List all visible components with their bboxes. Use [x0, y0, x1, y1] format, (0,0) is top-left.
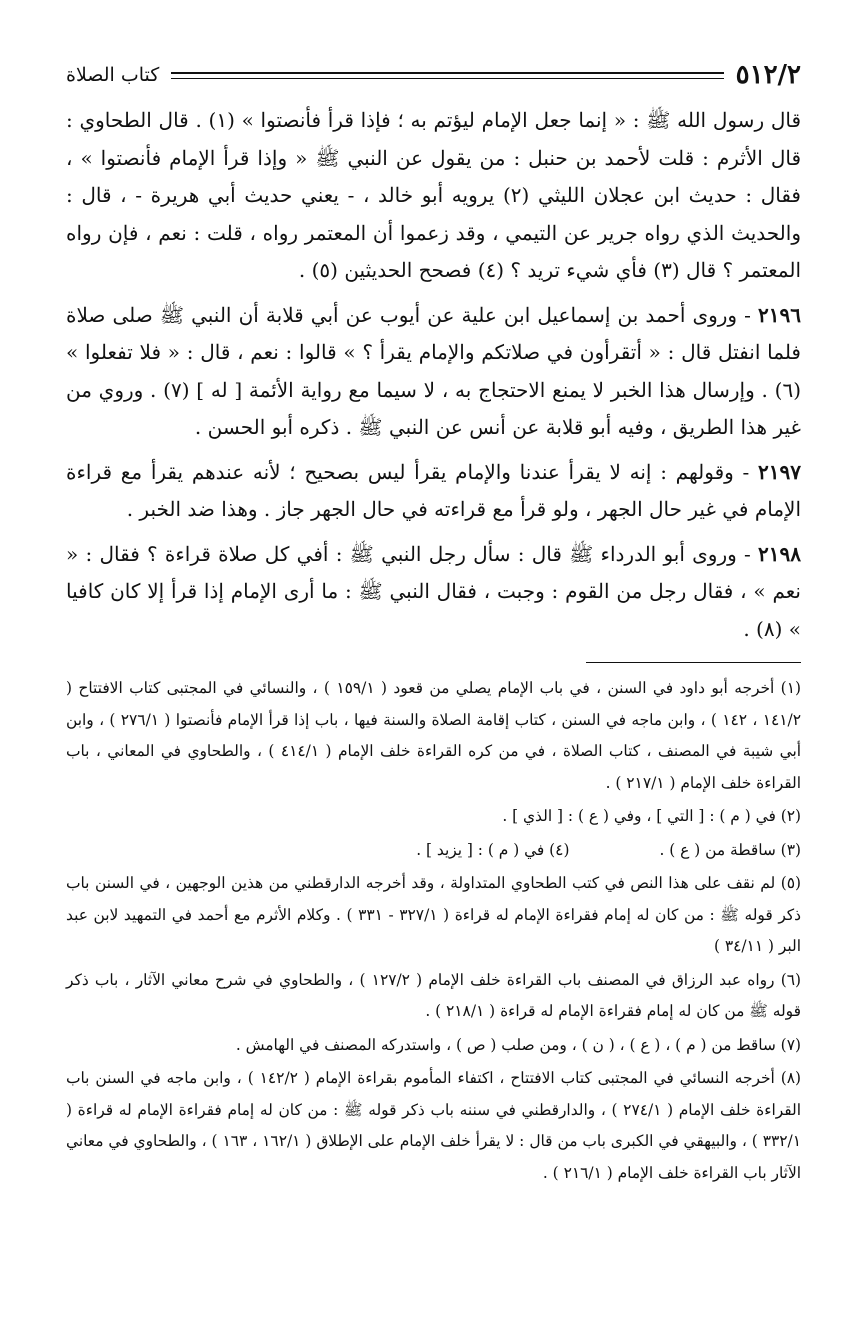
- footnote-6: (٦) رواه عبد الرزاق في المصنف باب القراءة خلف الإمام ( ١٢٧/٢ ) ، والطحاوي في شرح معاني الآثار ، باب ذكر قوله ﷺ من كان له إمام فقراءة الإمام له قراءة ( ٢١٨/١ ) .: [66, 970, 801, 1020]
- book-title: كتاب الصلاة: [66, 64, 160, 86]
- paragraph-number: ٢١٩٧: [758, 459, 801, 484]
- footnote-8: (٨) أخرجه النسائي في المجتبى كتاب الافتتاح ، اكتفاء المأموم بقراءة الإمام ( ١٤٢/٢ ) ، وابن ماجه في السنن باب القراءة خلف الإمام ( ٢٧٤/١ ) ، والدارقطني في سننه باب ذكر قوله ﷺ : من كان له إمام فقراءة الإمام له قراءة ( ٣٣٢/١ ) ، والبيهقي في الكبرى باب من قال : لا يقرأ خلف الإمام على الإطلاق ( ١٦٢/١ ، ١٦٣ ) ، والطحاوي في معاني الآثار باب القراءة خلف الإمام ( ٢١٦/١ ) .: [66, 1069, 801, 1182]
- footnote-2: (٢) في ( م ) : [ التي ] ، وفي ( ع ) : [ الذي ] .: [502, 807, 801, 825]
- paragraph-text: - وروى أحمد بن إسماعيل ابن علية عن أيوب عن أبي قلابة أن النبي ﷺ صلى صلاة فلما انفتل قال : « أتقرأون في صلاتكم والإمام يقرأ ؟ » قالوا : نعم ، قال : « فلا تفعلوا » (٦) . وإرسال هذا الخبر لا يمنع الاحتجاج به ، لا سيما مع رواية الأئمة [ له ] (٧) . وروي من غير هذا الطريق ، وفيه أبو قلابة عن أنس عن النبي ﷺ . ذكره أبو الحسن .: [66, 302, 801, 439]
- footnote-5: (٥) لم نقف على هذا النص في كتب الطحاوي المتداولة ، وقد أخرجه الدارقطني من هذين الوجهين ، في السنن باب ذكر قوله ﷺ : من كان له إمام فقراءة الإمام له قراءة ( ٣٢٧/١ - ٣٣١ ) . وكلام الأثرم مع أحمد في التمهيد لابن عبد البر ( ٣٤/١١ ): [66, 874, 801, 955]
- footnote-1: (١) أخرجه أبو داود في السنن ، في باب الإمام يصلي من قعود ( ١٥٩/١ ) ، والنسائي في المجتبى كتاب الافتتاح ( ١٤١/٢ ، ١٤٢ ) ، وابن ماجه في السنن ، كتاب إقامة الصلاة والسنة فيها ، باب إذا قرأ الإمام فأنصتوا ( ٢٧٦/١ ) ، وابن أبي شيبة في المصنف ، كتاب الصلاة ، في من كره القراءة خلف الإمام ( ٤١٤/١ ) ، والطحاوي في المعاني ، باب القراءة خلف الإمام ( ٢١٧/١ ) .: [66, 679, 802, 792]
- footnote-3-4-row: [66, 835, 801, 867]
- footnote-separator: [586, 662, 801, 663]
- footnote-4: (٤) في ( م ) : [ يزيد ] .: [416, 840, 570, 859]
- paragraph-text: - وروى أبو الدرداء ﷺ قال : سأل رجل النبي ﷺ : أفي كل صلاة قراءة ؟ فقال : « نعم » ، فقال رجل من القوم : وجبت ، فقال النبي ﷺ : ما أرى الإمام إذا قرأ إلا كان كافيا » (٨) .: [66, 541, 801, 641]
- page-number: ٥١٢/٢: [735, 60, 801, 90]
- paragraph-number: ٢١٩٦: [758, 302, 801, 327]
- header-rule: [171, 72, 723, 79]
- paragraph-text: - وقولهم : إنه لا يقرأ عندنا والإمام يقرأ ليس بصحيح ؛ لأنه عندهم يقرأ مع قراءة الإمام في غير حال الجهر ، ولو قرأ مع قراءته في حال الجهر جاز . وهذا ضد الخبر .: [66, 459, 801, 521]
- paragraph-2198: [66, 536, 801, 649]
- paragraph-intro: [66, 102, 801, 290]
- footnote-3: (٣) ساقطة من ( ع ) .: [659, 840, 801, 859]
- footnote-7: (٧) ساقط من ( م ) ، ( ع ) ، ( ن ) ، ومن صلب ( ص ) ، واستدركه المصنف في الهامش .: [235, 1035, 801, 1054]
- paragraph-2196: [66, 297, 801, 447]
- footnotes: [66, 673, 801, 1189]
- paragraph-number: ٢١٩٨: [758, 541, 801, 566]
- running-header: [66, 58, 801, 92]
- paragraph-text: قال رسول الله ﷺ : « إنما جعل الإمام ليؤتم به ؛ فإذا قرأ فأنصتوا » (١) . قال الطحاوي : قال الأثرم : قلت لأحمد بن حنبل : من يقول عن النبي ﷺ « وإذا قرأ الإمام فأنصتوا » ، فقال : حديث ابن عجلان الليثي (٢) يرويه أبو خالد ، - يعني حديث أبي هريرة - ، قال : والحديث الذي رواه جرير عن التيمي ، وقد زعموا أن المعتمر رواه ، قلت : نعم ، فإن رواه المعتمر ؟ قال (٣) فأي شيء تريد ؟ (٤) فصحح الحديثين (٥) .: [66, 108, 801, 282]
- main-text: [66, 102, 801, 648]
- paragraph-2197: [66, 454, 801, 529]
